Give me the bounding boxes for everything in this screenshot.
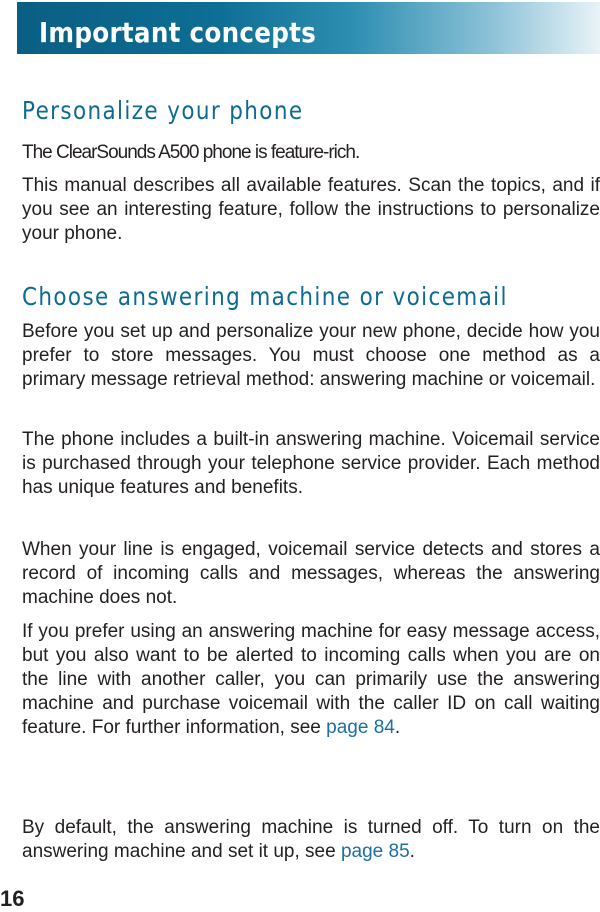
page-title: Important concepts xyxy=(39,16,317,49)
answering-paragraph-5 xyxy=(22,816,600,864)
answering-paragraph-4 xyxy=(22,620,600,740)
intro-paragraph: This manual describes all available features. Scan the topics, and if you see an interesting feature, follow the instructions to personalize your phone. xyxy=(22,175,600,244)
answering-paragraph-4-text: If you prefer using an answering machine for easy message access, but you also want to be alerted to incoming calls when you are on the line with another caller, you can primarily use the answering machine and purchase voicemail with the caller ID on call waiting feature. For further information, see xyxy=(22,621,600,738)
header-banner xyxy=(17,2,600,54)
intro-lead: The ClearSounds A500 phone is feature-rich. xyxy=(22,142,360,163)
page-number: 16 xyxy=(0,886,25,911)
answering-paragraph-3: When your line is engaged, voicemail service detects and stores a record of incoming calls and messages, whereas the answering machine does not. xyxy=(22,539,600,608)
section-heading-personalize: Personalize your phone xyxy=(22,96,304,125)
answering-paragraph-4-end: . xyxy=(394,717,401,738)
page-85-link[interactable]: page 85 xyxy=(340,841,410,862)
answering-paragraph-1: Before you set up and personalize your new phone, decide how you prefer to store messages. You must choose one method as a primary message retrieval method: answering machine or voicemail. xyxy=(22,321,600,390)
answering-paragraph-2: The phone includes a built-in answering machine. Voicemail service is purchased through your telephone service provider. Each method has unique features and benefits. xyxy=(22,429,600,498)
answering-paragraph-5-end: . xyxy=(409,841,415,862)
page-84-link[interactable]: page 84 xyxy=(326,717,395,738)
answering-paragraph-5-text: By default, the answering machine is turned off. To turn on the answering machine and set it up, see xyxy=(22,817,600,862)
section-heading-answering: Choose answering machine or voicemail xyxy=(22,282,508,311)
